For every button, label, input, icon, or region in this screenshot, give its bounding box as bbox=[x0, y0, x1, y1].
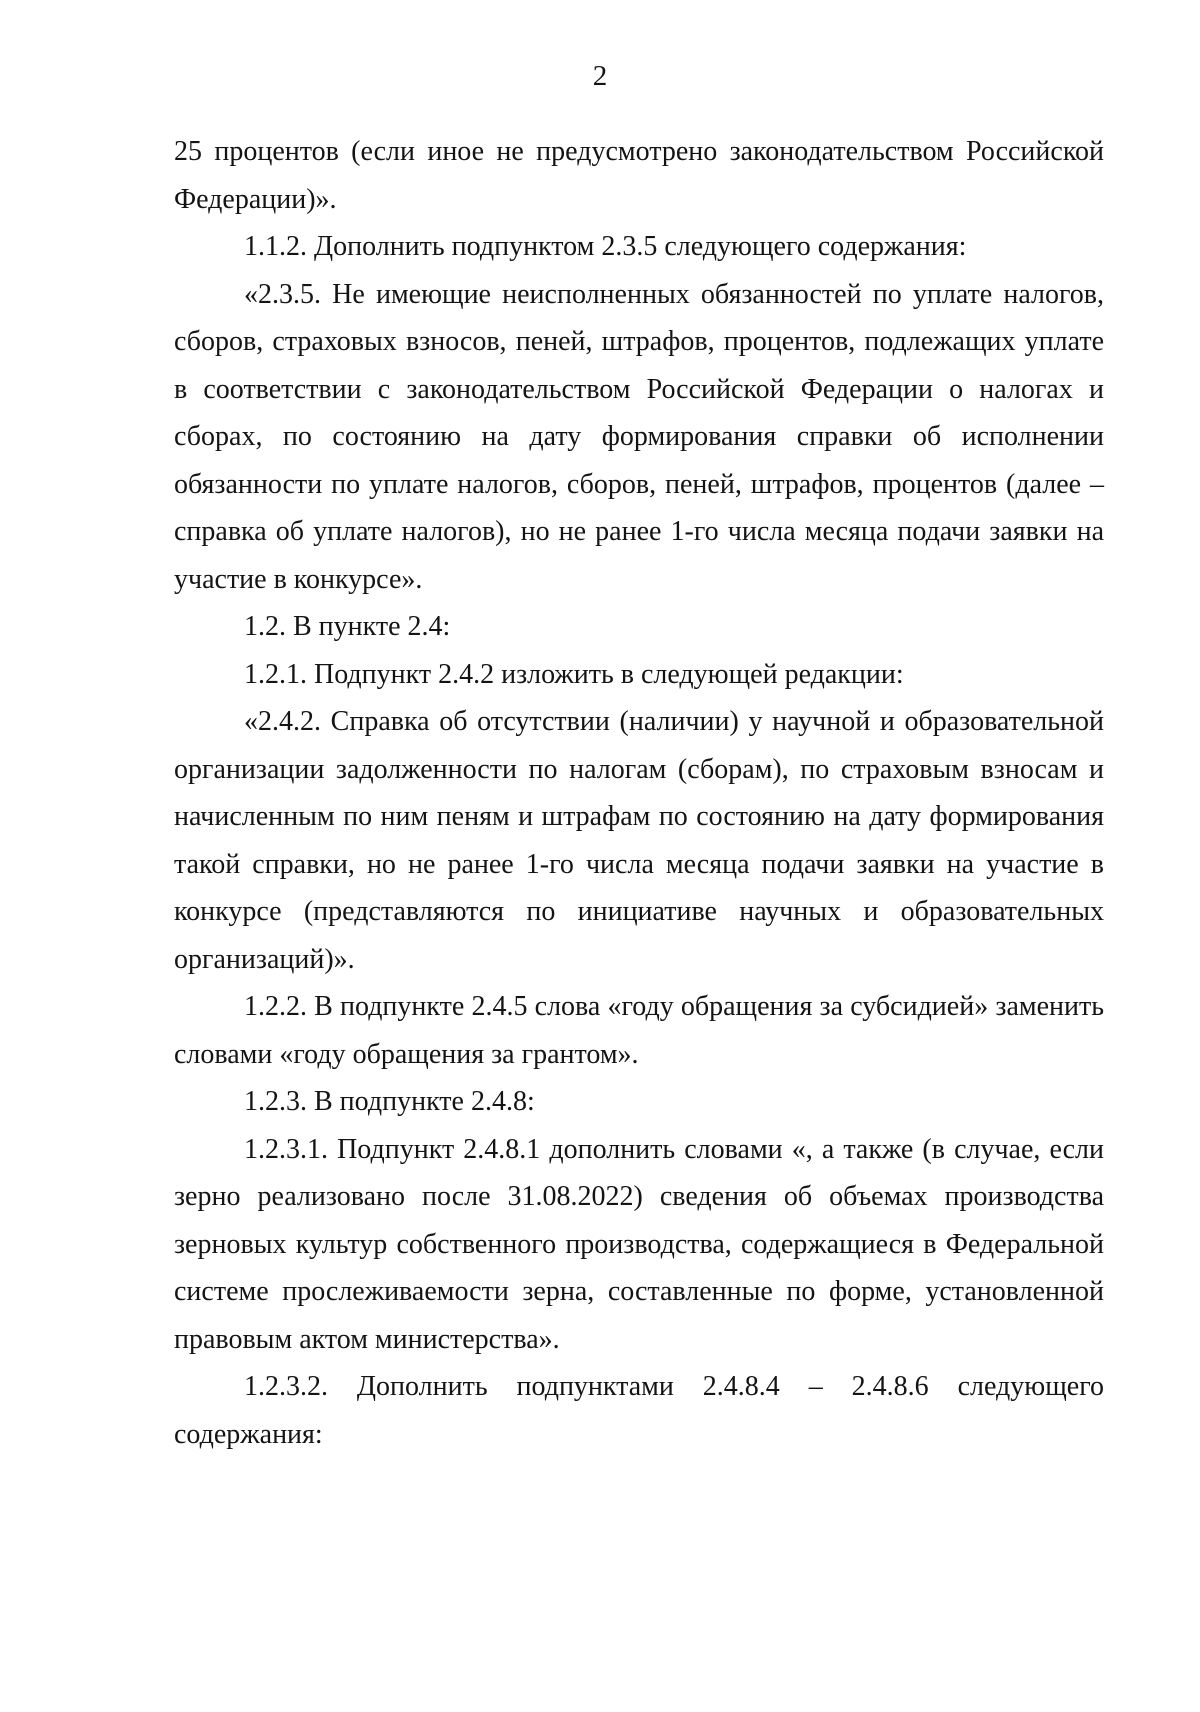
paragraph-2-3-5: «2.3.5. Не имеющие неисполненных обязанностей по уплате налогов, сборов, страховых взносов, пеней, штрафов, процентов, подлежащих уплате в соответствии с законодательством Российской Федерации о налогах и сборах, по состоянию на дату формирования справки об исполнении обязанности по уплате налогов, сборов, пеней, штрафов, процентов (далее – справка об уплате налогов), но не ранее 1-го числа месяца подачи заявки на участие в конкурсе». bbox=[174, 278, 1104, 595]
paragraph-2-4-2: «2.4.2. Справка об отсутствии (наличии) у научной и образовательной организации задолженности по налогам (сборам), по страховым взносам и начисленным по ним пеням и штрафам по состоянию на дату формирования такой справки, но не ранее 1-го числа месяца подачи заявки на участие в конкурсе (представляются по инициативе научных и образовательных организаций)». bbox=[174, 706, 1104, 975]
paragraph-1-1-2: 1.1.2. Дополнить подпунктом 2.3.5 следующего содержания: bbox=[244, 231, 967, 262]
paragraph-continuation: 25 процентов (если иное не предусмотрено законодательством Российской Федерации)». bbox=[174, 136, 1104, 215]
paragraph-1-2-2: 1.2.2. В подпункте 2.4.5 слова «году обращения за субсидией» заменить словами «году обращения за грантом». bbox=[174, 991, 1104, 1070]
paragraph-1-2-3: 1.2.3. В подпункте 2.4.8: bbox=[244, 1086, 535, 1117]
paragraph-1-2-3-2: 1.2.3.2. Дополнить подпунктами 2.4.8.4 – 2.4.8.6 следующего содержания: bbox=[174, 1371, 1104, 1450]
paragraph-1-2-1: 1.2.1. Подпункт 2.4.2 изложить в следующей редакции: bbox=[244, 658, 904, 690]
page-number: 2 bbox=[592, 60, 608, 92]
paragraph-1-2: 1.2. В пункте 2.4: bbox=[244, 611, 451, 642]
document-body bbox=[174, 128, 1104, 1458]
paragraph-1-2-3-1: 1.2.3.1. Подпункт 2.4.8.1 дополнить словами «, а также (в случае, если зерно реализовано после 31.08.2022) сведения об объемах производства зерновых культур собственного производства, содержащиеся в Федеральной системе прослеживаемости зерна, составленные по форме, установленной правовым актом министерства». bbox=[174, 1133, 1104, 1355]
